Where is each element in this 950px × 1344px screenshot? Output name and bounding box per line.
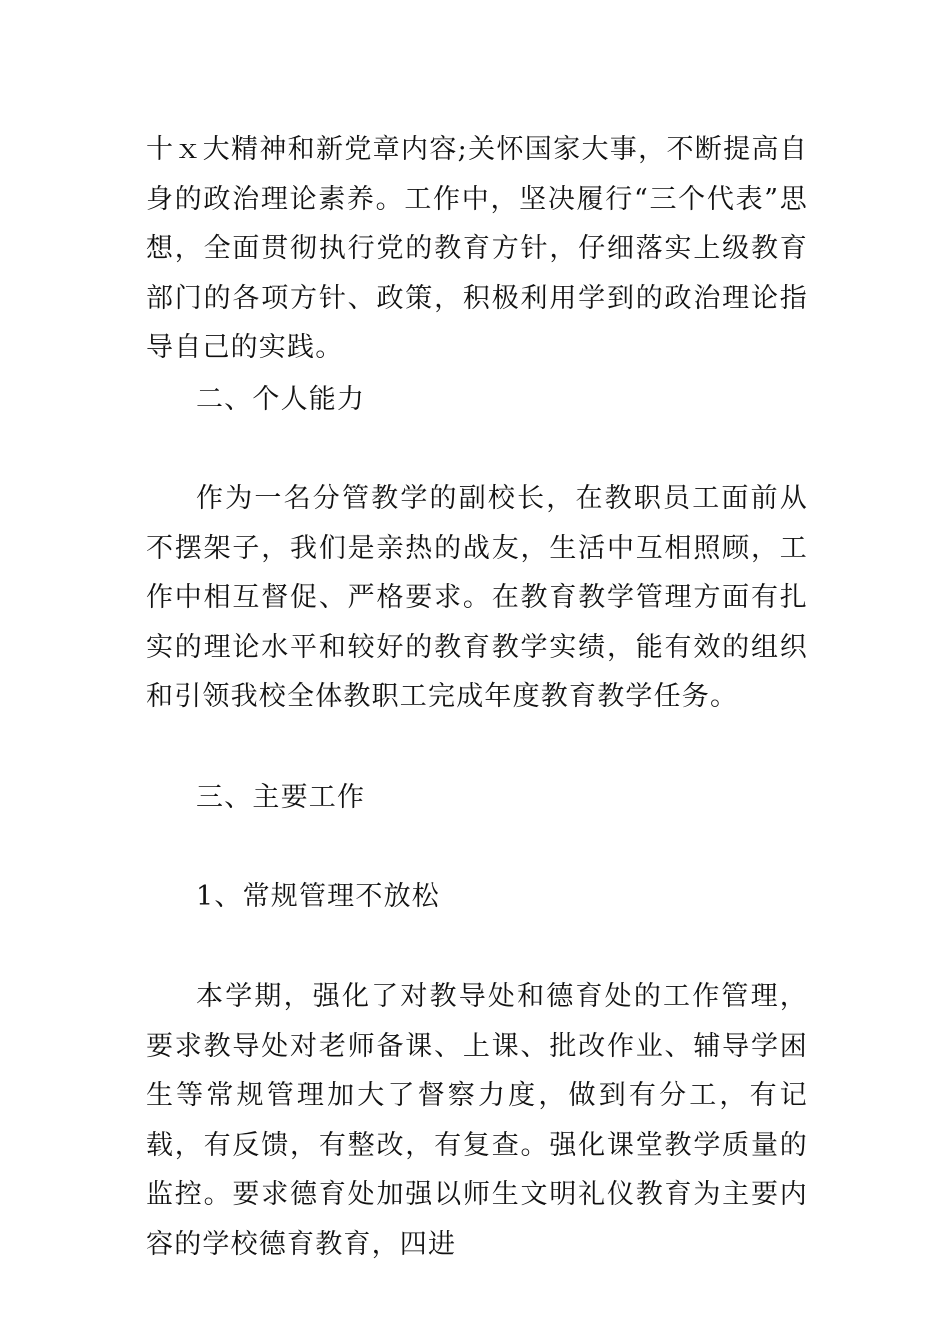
subsection-heading-routine-management: 1、常规管理不放松 [196,881,440,912]
paragraph-personal-ability: 作为一名分管教学的副校长，在教职员工面前从不摆架子，我们是亲热的战友，生活中互相照顾，工作中相互督促、严格要求。在教育教学管理方面有扎实的理论水平和较好的教育教学实绩，能有效的组织和引领我校全体教职工完成年度教育教学任务。 [146,483,808,712]
paragraph-routine-management: 本学期，强化了对教导处和德育处的工作管理，要求教导处对老师备课、上课、批改作业、辅导学困生等常规管理加大了督察力度，做到有分工，有记载，有反馈，有整改，有复查。强化课堂教学质量的监控。要求德育处加强以师生文明礼仪教育为主要内容的学校德育教育，四进 [146,981,808,1260]
section-heading-personal-ability: 二、个人能力 [196,384,366,415]
paragraph-political-study: 十ｘ大精神和新党章内容;关怀国家大事，不断提高自身的政治理论素养。工作中，坚决履行“三个代表”思想，全面贯彻执行党的教育方针，仔细落实上级教育部门的各项方针、政策，积极利用学到的政治理论指导自己的实践。 [146,134,808,363]
section-heading-main-work: 三、主要工作 [196,782,366,813]
